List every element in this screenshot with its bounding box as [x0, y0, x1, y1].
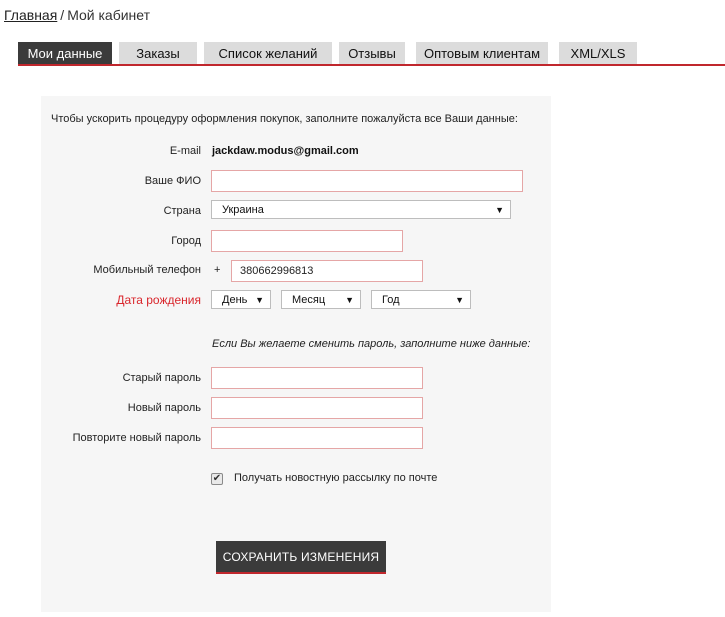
city-input[interactable] — [211, 230, 403, 252]
newsletter-checkbox[interactable] — [211, 473, 223, 485]
country-select-value: Украина — [222, 203, 264, 216]
email-value: jackdaw.modus@gmail.com — [212, 145, 359, 157]
old-password-label: Старый пароль — [122, 372, 201, 384]
newsletter-label: Получать новостную рассылку по почте — [234, 472, 438, 484]
repeat-password-input[interactable] — [211, 427, 423, 449]
new-password-input[interactable] — [211, 397, 423, 419]
birth-year-value: Год — [382, 293, 400, 306]
breadcrumb-current: Мой кабинет — [67, 7, 151, 23]
email-label: E-mail — [169, 145, 201, 157]
form-intro-text: Чтобы ускорить процедуру оформления покупок, заполните пожалуйста все Ваши данные: — [51, 113, 518, 125]
tab-bar — [18, 42, 725, 66]
tab-my-data[interactable]: Мои данные — [18, 42, 112, 64]
city-label: Город — [171, 235, 201, 247]
tab-xml-xls[interactable]: XML/XLS — [559, 42, 637, 64]
full-name-label: Ваше ФИО — [144, 175, 201, 187]
mobile-phone-label: Мобильный телефон — [93, 264, 201, 276]
chevron-down-icon: ▼ — [255, 295, 264, 305]
phone-prefix: + — [214, 264, 221, 276]
birth-day-select[interactable] — [211, 290, 271, 309]
save-changes-button[interactable]: СОХРАНИТЬ ИЗМЕНЕНИЯ — [216, 541, 386, 574]
birth-date-label: Дата рождения — [116, 293, 201, 307]
new-password-label: Новый пароль — [127, 402, 201, 414]
country-label: Страна — [163, 205, 201, 217]
password-change-note: Если Вы желаете сменить пароль, заполните ниже данные: — [212, 338, 531, 350]
birth-year-select[interactable] — [371, 290, 471, 309]
old-password-input[interactable] — [211, 367, 423, 389]
full-name-input[interactable] — [211, 170, 523, 192]
tab-wishlist[interactable]: Список желаний — [204, 42, 332, 64]
birth-month-value: Месяц — [292, 293, 326, 306]
breadcrumb-separator: / — [60, 7, 65, 23]
birth-month-select[interactable] — [281, 290, 361, 309]
chevron-down-icon: ▼ — [495, 205, 504, 215]
breadcrumb — [4, 7, 150, 23]
tab-orders[interactable]: Заказы — [119, 42, 197, 64]
mobile-phone-input[interactable]: 380662996813 — [231, 260, 423, 282]
country-select[interactable] — [211, 200, 511, 219]
check-icon: ✔ — [212, 473, 222, 484]
breadcrumb-home-link[interactable]: Главная — [4, 7, 58, 23]
chevron-down-icon: ▼ — [455, 295, 464, 305]
birth-day-value: День — [222, 293, 248, 306]
chevron-down-icon: ▼ — [345, 295, 354, 305]
tab-reviews[interactable]: Отзывы — [339, 42, 405, 64]
repeat-password-label: Повторите новый пароль — [72, 432, 201, 444]
tab-wholesale[interactable]: Оптовым клиентам — [416, 42, 548, 64]
